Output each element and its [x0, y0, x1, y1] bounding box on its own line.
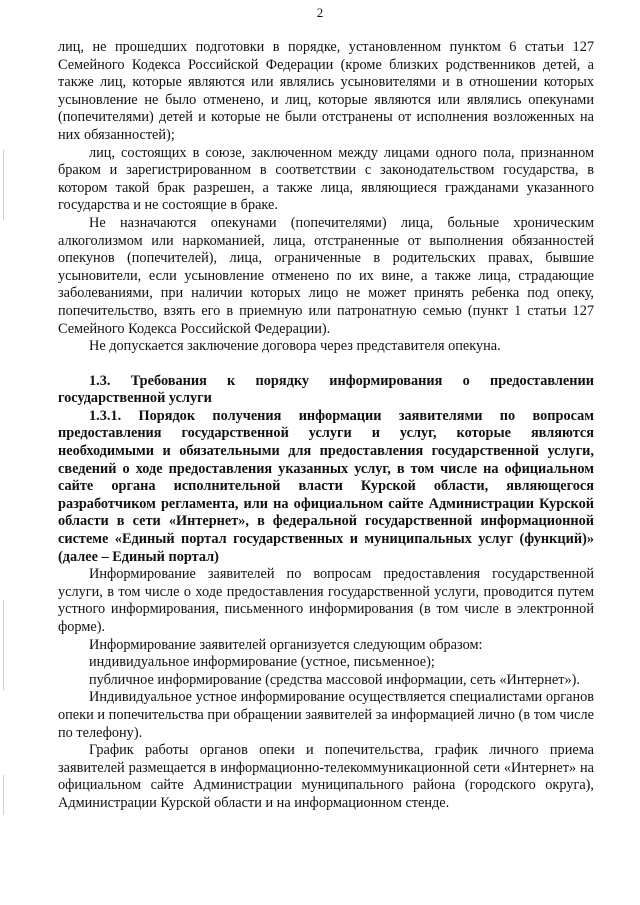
- paragraph-oral-informing: Индивидуальное устное информирование осуществляется специалистами органов опеки и попечительства при обращении заявителей за информацией лично (в том числе по телефону).: [58, 689, 594, 741]
- paragraph-individual-informing: индивидуальное информирование (устное, письменное);: [89, 654, 435, 671]
- scan-edge-mark: [3, 600, 4, 690]
- paragraph-no-representative-contract: Не допускается заключение договора через представителя опекуна.: [89, 338, 501, 355]
- paragraph-unprepared-persons: лиц, не прошедших подготовки в порядке, установленном пунктом 6 статьи 127 Семейного Кодекса Российской Федерации (кроме близких родственников детей, а также лиц, которые являются или являлись усыновителями и в отношении которых усыновление не было отменено, и лиц, которые являются или являлись опекунами (попечителями) детей и которые не были отстранены от исполнения возложенных на них обязанностей);: [58, 39, 594, 143]
- paragraph-informing-methods: Информирование заявителей по вопросам предоставления государственной услуги, в том числе о ходе предоставления государственной услуги, проводится путем устного информирования, письменного информирования (в том числе в электронной форме).: [58, 566, 594, 635]
- scan-edge-mark: [3, 150, 4, 220]
- document-body: [58, 39, 594, 813]
- paragraph-public-informing: публичное информирование (средства массовой информации, сеть «Интернет»).: [89, 671, 580, 688]
- subsection-heading-1-3-1: 1.3.1. Порядок получения информации заявителями по вопросам предоставления государственной услуги и услуг, которые являются необходимыми и обязательными для предоставления государственной услуги, сведений о ходе предоставления указанных услуг, в том числе на официальном сайте органа исполнительной власти Курской области, являющегося разработчиком регламента, или на официальном сайте Администрации Курской области в сети «Интернет», в федеральной государственной информационной системе «Единый портал государственных и муниципальных услуг (функций)» (далее – Единый портал): [58, 407, 594, 565]
- section-heading-1-3: 1.3. Требования к порядку информирования о предоставлении государственной услуги: [58, 372, 594, 407]
- page-number: 2: [316, 5, 324, 20]
- paragraph-informing-organized: Информирование заявителей организуется следующим образом:: [89, 636, 483, 653]
- paragraph-work-schedule: График работы органов опеки и попечительства, график личного приема заявителей размещается в информационно-телекоммуникационной сети «Интернет» на официальном сайте Администрации муниципального района (городского округа), Администрации Курской области и на информационном стенде.: [58, 742, 594, 811]
- paragraph-not-appointed-guardians: Не назначаются опекунами (попечителями) лица, больные хроническим алкоголизмом или наркоманией, лица, отстраненные от выполнения обязанностей опекунов (попечителей), лица, ограниченные в родительских правах, бывшие усыновители, если усыновление отменено по их вине, а также лица, страдающие заболеваниями, при наличии которых лицо не может принять ребенка под опеку, попечительство, взять его в приемную или патронатную семью (пункт 1 статьи 127 Семейного Кодекса Российской Федерации).: [58, 214, 594, 337]
- scan-edge-mark: [3, 775, 4, 815]
- paragraph-same-sex-union: лиц, состоящих в союзе, заключенном между лицами одного пола, признанном браком и зарегистрированном в соответствии с законодательством государства, в котором такой брак разрешен, а также лица, являющиеся гражданами указанного государства и не состоящие в браке.: [58, 144, 594, 214]
